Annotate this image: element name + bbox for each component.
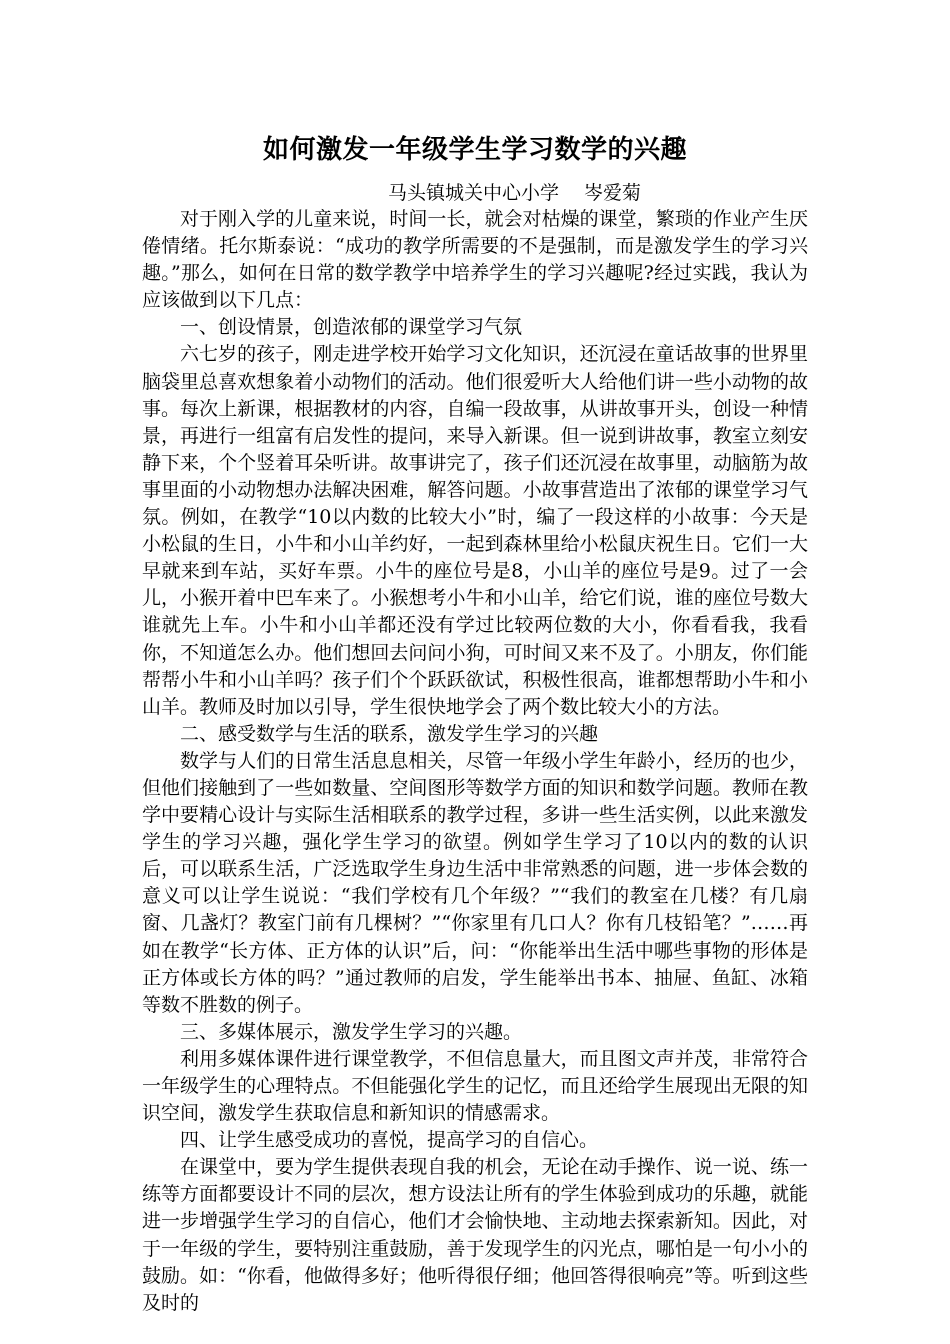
document-title: 如何激发一年级学生学习数学的兴趣 <box>262 135 687 165</box>
section-paragraph-2: 数学与人们的日常生活息息相关，尽管一年级小学生年龄小，经历的也少，但他们接触到了一些如数量、空间图形等数学方面的知识和数学问题。教师在教学中要精心设计与实际生活相联系的教学过程，多讲一些生活实例，以此来激发学生的学习兴趣，强化学生学习的欲望。例如学生学习了10以内的数的认识后，可以联系生活，广泛选取学生身边生活中非常熟悉的问题，进一步体会数的意义可以让学生说说：“我们学校有几个年级？”“我们的教室在几楼？有几扇窗、几盏灯？教室门前有几棵树？”“你家里有几口人？你有几枝铅笔？”……再如在教学“长方体、正方体的认识”后，问：“你能举出生活中哪些事物的形体是正方体或长方体的吗？”通过教师的启发，学生能举出书本、抽屉、鱼缸、冰箱等数不胜数的例子。 <box>142 749 808 1016</box>
section-paragraph-3: 利用多媒体课件进行课堂教学，不但信息量大，而且图文声并茂，非常符合一年级学生的心理特点。不但能强化学生的记忆，而且还给学生展现出无限的知识空间，激发学生获取信息和新知识的情感需求。 <box>142 1047 808 1125</box>
section-paragraph-1: 六七岁的孩子，刚走进学校开始学习文化知识，还沉浸在童话故事的世界里脑袋里总喜欢想象着小动物们的活动。他们很爱听大人给他们讲一些小动物的故事。每次上新课，根据教材的内容，自编一段故事，从讲故事开头，创设一种情景，再进行一组富有启发性的提问，来导入新课。但一说到讲故事，教室立刻安静下来，个个竖着耳朵听讲。故事讲完了，孩子们还沉浸在故事里，动脑筋为故事里面的小动物想办法解决困难，解答问题。小故事营造出了浓郁的课堂学习气氛。例如，在教学“10以内数的比较大小”时，编了一段这样的小故事：今天是小松鼠的生日，小牛和小山羊约好，一起到森林里给小松鼠庆祝生日。它们一大早就来到车站，买好车票。小牛的座位号是8，小山羊的座位号是9。过了一会儿，小猴开着中巴车来了。小猴想考小牛和小山羊，给它们说，谁的座位号数大谁就先上车。小牛和小山羊都还没有学过比较两位数的大小，你看看我，我看你，不知道怎么办。他们想回去问问小狗，可时间又来不及了。小朋友，你们能帮帮小牛和小山羊吗？孩子们个个跃跃欲试，积极性很高，谁都想帮助小牛和小山羊。教师及时加以引导，学生很快地学会了两个数比较大小的方法。 <box>142 343 808 718</box>
section-heading-2: 二、感受数学与生活的联系，激发学生学习的兴趣 <box>180 722 599 745</box>
section-heading-1: 一、创设情景，创造浓郁的课堂学习气氛 <box>180 316 523 339</box>
document-body <box>142 206 808 1317</box>
section-paragraph-4: 在课堂中，要为学生提供表现自我的机会，无论在动手操作、说一说、练一练等方面都要设计不同的层次，想方设法让所有的学生体验到成功的乐趣，就能进一步增强学生学习的自信心，他们才会愉快地、主动地去探索新知。因此，对于一年级的学生，要特别注重鼓励，善于发现学生的闪光点，哪怕是一句小小的鼓励。如：“你看，他做得多好；他听得很仔细；他回答得很响亮”等。听到这些及时的 <box>142 1156 808 1314</box>
section-heading-3: 三、多媒体展示，激发学生学习的兴趣。 <box>180 1020 523 1043</box>
section-heading-4: 四、让学生感受成功的喜悦，提高学习的自信心。 <box>180 1129 599 1152</box>
author-byline: 马头镇城关中心小学 岑爱菊 <box>388 182 642 204</box>
intro-paragraph: 对于刚入学的儿童来说，时间一长，就会对枯燥的课堂，繁琐的作业产生厌倦情绪。托尔斯泰说：“成功的教学所需要的不是强制，而是激发学生的学习兴趣。”那么，如何在日常的数学教学中培养学生的学习兴趣呢?经过实践，我认为应该做到以下几点： <box>142 208 808 312</box>
